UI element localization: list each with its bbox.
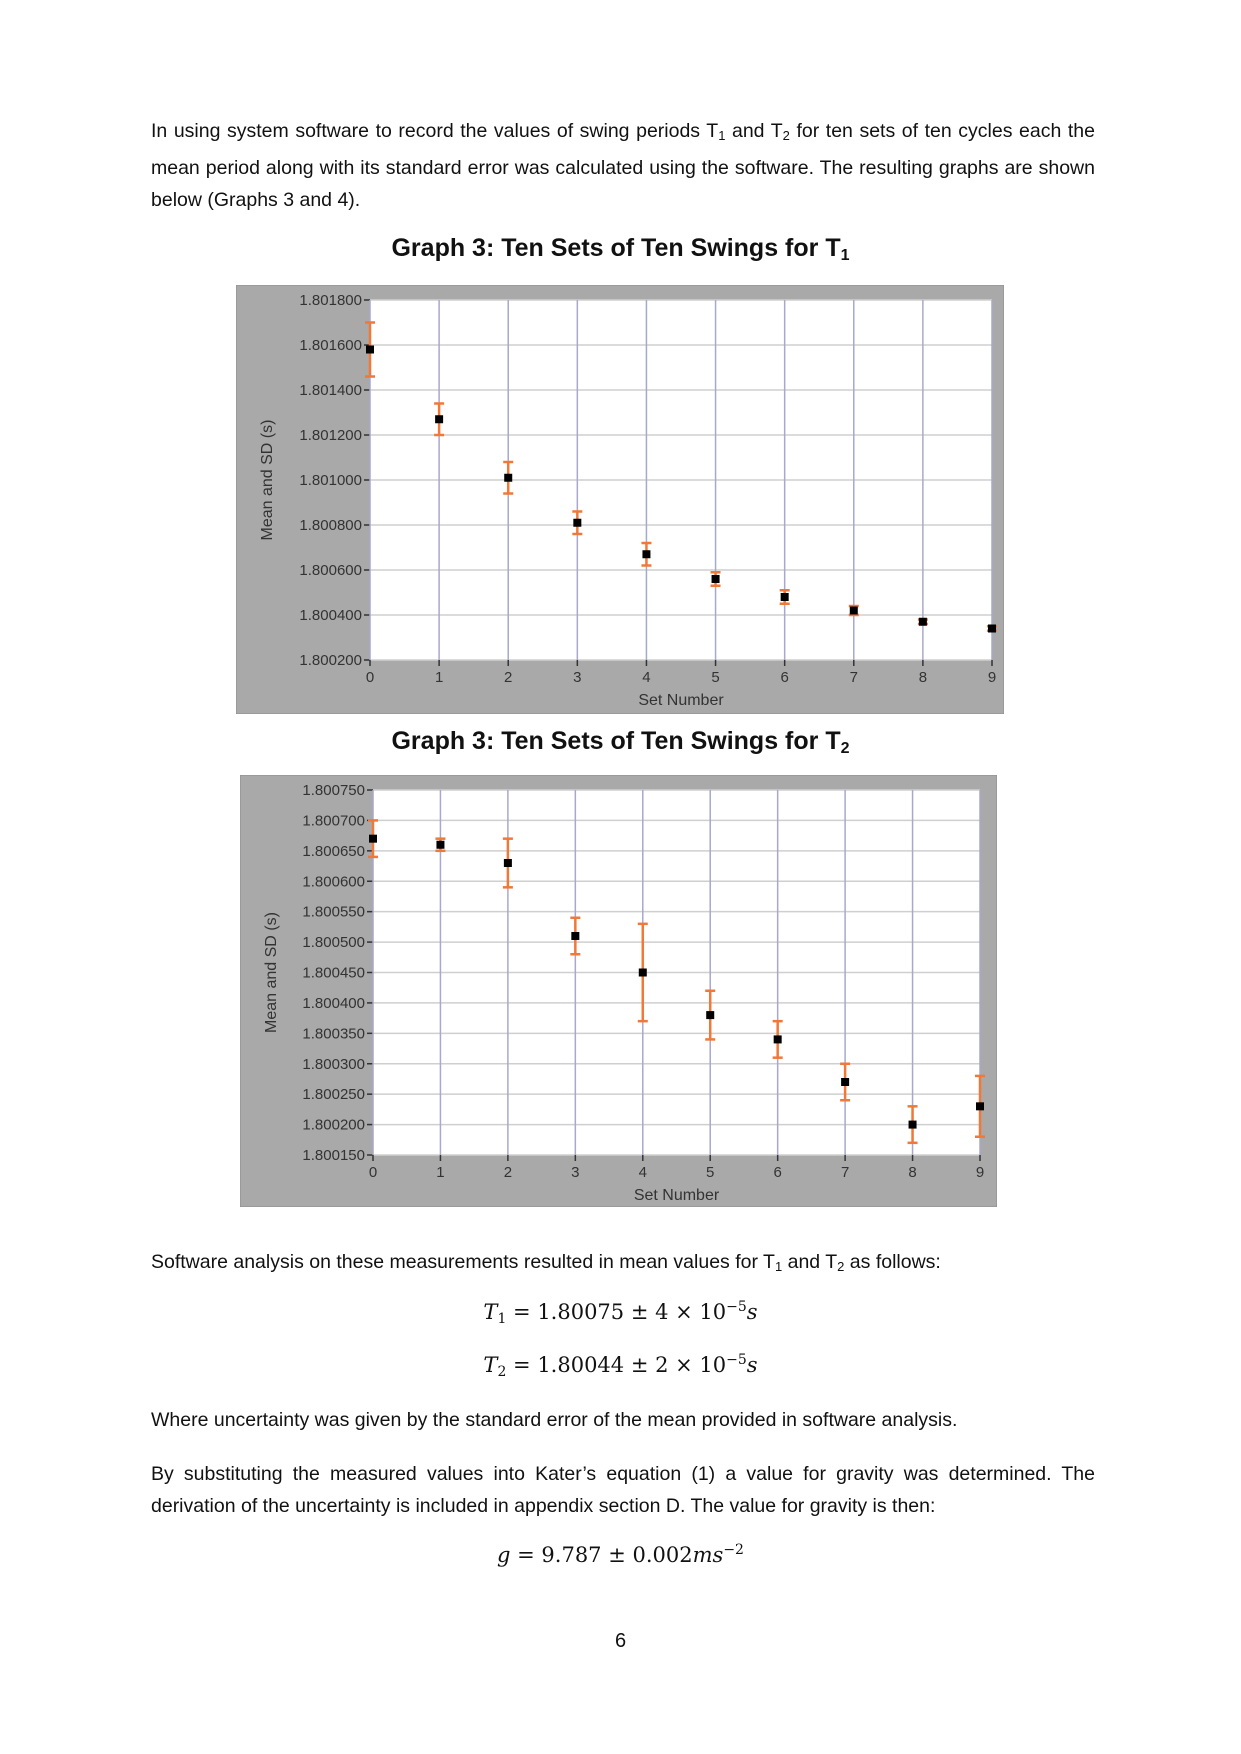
graph-title-t2 xyxy=(0,727,1241,758)
intro-t1: T xyxy=(706,120,719,142)
intro-t1-sub: 1 xyxy=(718,128,726,143)
graph-title-t1 xyxy=(0,234,1241,265)
data-point xyxy=(909,1121,917,1129)
equation-t2 xyxy=(0,1352,1241,1380)
data-point xyxy=(573,519,581,527)
equation-t1 xyxy=(0,1299,1241,1327)
graph-title-t2-text: Graph 3: Ten Sets of Ten Swings for T xyxy=(391,727,841,755)
y-tick-label: 1.800600 xyxy=(302,873,365,891)
data-point xyxy=(781,593,789,601)
y-tick-label: 1.801800 xyxy=(299,292,362,309)
y-tick-label: 1.800500 xyxy=(302,934,365,952)
y-tick-label: 1.800800 xyxy=(299,517,362,534)
y-tick-label: 1.800350 xyxy=(302,1025,365,1043)
eq2-rhs: = 1.80044 ± 2 × 10 xyxy=(513,1353,727,1377)
y-tick-label: 1.801000 xyxy=(299,472,362,489)
x-tick-label: 1 xyxy=(436,1164,445,1181)
eq1-unit: s xyxy=(746,1300,758,1324)
y-axis-label: Mean and SD (s) xyxy=(259,419,276,541)
data-point xyxy=(504,859,512,867)
y-tick-label: 1.800150 xyxy=(302,1147,365,1164)
x-tick-label: 5 xyxy=(706,1164,715,1181)
eq2-exp: −5 xyxy=(726,1352,747,1368)
y-tick-label: 1.800400 xyxy=(299,607,362,624)
data-point xyxy=(976,1102,984,1110)
data-point xyxy=(504,474,512,482)
y-tick-label: 1.800250 xyxy=(302,1086,365,1104)
y-tick-label: 1.800400 xyxy=(302,994,365,1012)
graph-title-t1-text: Graph 3: Ten Sets of Ten Swings for T xyxy=(391,234,841,262)
x-tick-label: 0 xyxy=(368,1164,378,1181)
graph-title-t1-sub: 1 xyxy=(840,247,850,264)
x-tick-label: 3 xyxy=(573,669,582,686)
intro-t2-sub: 2 xyxy=(782,128,790,143)
y-tick-label: 1.800550 xyxy=(302,903,365,921)
data-point xyxy=(774,1035,782,1043)
data-point xyxy=(988,625,996,633)
x-tick-label: 9 xyxy=(975,1164,985,1181)
x-tick-label: 2 xyxy=(503,1164,513,1181)
data-point xyxy=(841,1078,849,1086)
eq3-rhs: = 9.787 ± 0.002 xyxy=(517,1543,693,1567)
uncertainty-paragraph: Where uncertainty was given by the standard error of the mean provided in software analysis. xyxy=(151,1409,958,1431)
intro-paragraph xyxy=(151,115,1095,216)
y-tick-label: 1.800200 xyxy=(299,652,362,669)
y-tick-label: 1.800450 xyxy=(302,964,365,982)
x-tick-label: 7 xyxy=(849,669,858,686)
data-point xyxy=(706,1011,714,1019)
data-point xyxy=(919,618,927,626)
page-number: 6 xyxy=(614,1630,627,1652)
x-tick-label: 2 xyxy=(504,669,513,686)
analysis-paragraph xyxy=(151,1246,1095,1283)
data-point xyxy=(850,607,858,615)
data-point xyxy=(435,415,443,423)
data-point xyxy=(366,346,374,354)
y-tick-label: 1.800300 xyxy=(302,1055,365,1073)
x-tick-label: 4 xyxy=(638,1164,647,1181)
x-tick-label: 0 xyxy=(365,669,375,686)
data-point xyxy=(369,835,377,843)
equation-g xyxy=(0,1542,1241,1567)
intro-t2: T xyxy=(770,120,783,142)
y-tick-label: 1.801200 xyxy=(299,427,362,444)
eq3-lhs: g xyxy=(497,1543,511,1567)
data-point xyxy=(712,575,720,583)
data-point xyxy=(436,841,444,849)
x-axis-label: Set Number xyxy=(633,1187,720,1204)
intro-text-1: In using system software to record the values of swing periods xyxy=(151,120,707,142)
analysis-t1: T xyxy=(763,1251,775,1273)
analysis-t2: T xyxy=(825,1251,838,1273)
analysis-t2-sub: 2 xyxy=(837,1259,845,1274)
data-point xyxy=(642,550,650,558)
intro-text-2: and xyxy=(725,120,771,142)
x-tick-label: 5 xyxy=(711,669,720,686)
substitution-paragraph: By substituting the measured values into Kater’s equation (1) a value for gravity was determined. The derivation of the uncertainty is included in appendix section D. The value for gravity is then: xyxy=(151,1463,1095,1517)
eq2-sub: 2 xyxy=(497,1364,507,1380)
eq1-exp: −5 xyxy=(726,1299,747,1315)
y-tick-label: 1.800700 xyxy=(302,812,365,830)
x-tick-label: 9 xyxy=(987,669,997,686)
intro-text-3: for ten sets of ten cycles each the mean period along with its standard error was calculated using the software. The resulting graphs are shown below (Graphs 3 and 4). xyxy=(151,120,1095,211)
x-tick-label: 6 xyxy=(773,1164,782,1181)
x-axis-label: Set Number xyxy=(638,692,724,709)
data-point xyxy=(639,969,647,977)
eq3-exp: −2 xyxy=(723,1542,744,1558)
analysis-text-2: and xyxy=(782,1251,826,1273)
chart-t2 xyxy=(240,775,997,1207)
x-tick-label: 8 xyxy=(918,669,928,686)
eq3-unit: ms xyxy=(692,1543,724,1567)
x-tick-label: 6 xyxy=(780,669,789,686)
y-tick-label: 1.800600 xyxy=(299,562,362,579)
eq1-sub: 1 xyxy=(497,1311,507,1327)
y-tick-label: 1.800200 xyxy=(302,1116,365,1134)
analysis-text-3: as follows: xyxy=(844,1251,941,1273)
x-tick-label: 3 xyxy=(571,1164,580,1181)
eq1-lhs: T xyxy=(483,1300,498,1324)
chart-t1 xyxy=(236,285,1004,714)
y-axis-label: Mean and SD (s) xyxy=(263,912,280,1033)
y-tick-label: 1.801600 xyxy=(299,337,362,354)
y-tick-label: 1.800750 xyxy=(302,782,365,799)
analysis-text-1: Software analysis on these measurements resulted in mean values for xyxy=(151,1251,764,1273)
x-tick-label: 8 xyxy=(908,1164,917,1181)
x-tick-label: 1 xyxy=(434,669,444,686)
y-tick-label: 1.800650 xyxy=(302,842,365,860)
y-tick-label: 1.801400 xyxy=(299,382,362,399)
eq2-lhs: T xyxy=(483,1353,498,1377)
graph-title-t2-sub: 2 xyxy=(840,740,850,757)
x-tick-label: 7 xyxy=(840,1164,850,1181)
data-point xyxy=(571,932,579,940)
eq1-rhs: = 1.80075 ± 4 × 10 xyxy=(513,1300,727,1324)
eq2-unit: s xyxy=(746,1353,758,1377)
analysis-t1-sub: 1 xyxy=(774,1259,783,1274)
x-tick-label: 4 xyxy=(642,669,651,686)
